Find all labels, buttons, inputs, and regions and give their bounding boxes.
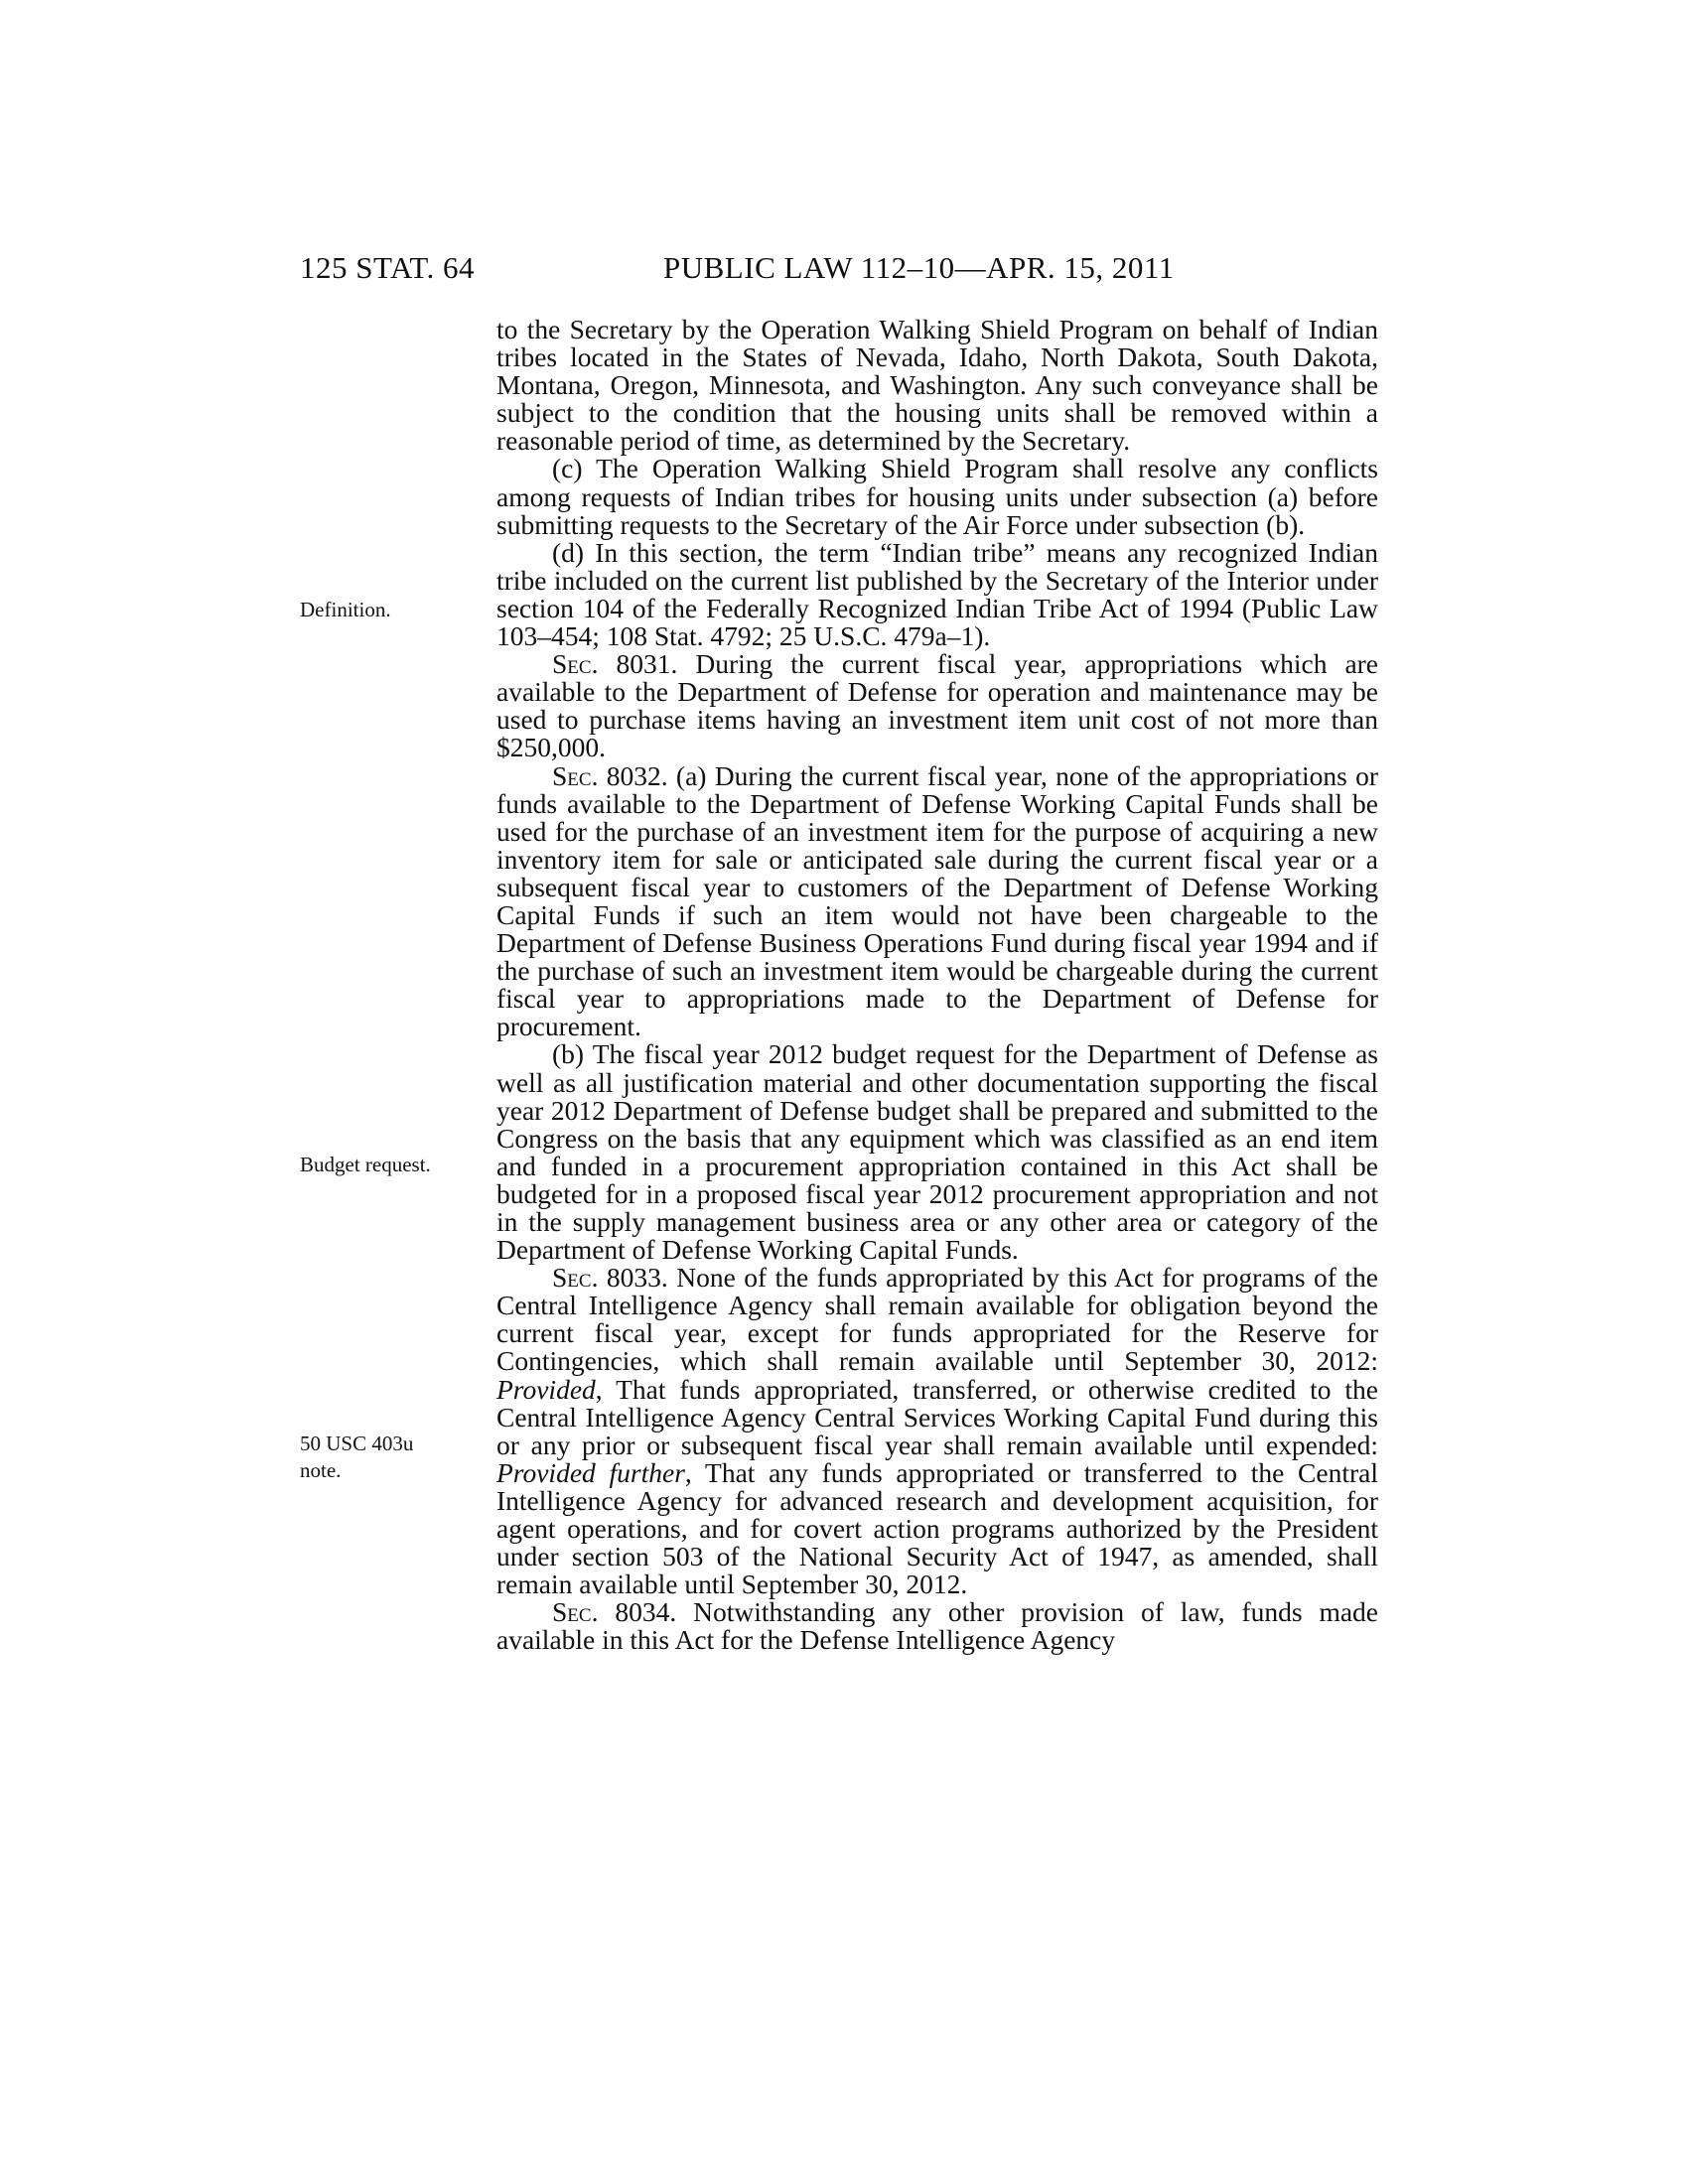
paragraph-conveyance-continued: to the Secretary by the Operation Walking Shield Program on behalf of Indian tribes located in the States of Nevada, Idaho, North Dakota, South Dakota, Montana, Oregon, Minnesota, and Washington. Any such conveyance shall be subject to the condition that the housing units shall be removed within a reasonable period of time, as determined by the Secretary. xyxy=(496,314,1378,457)
statute-body-text xyxy=(496,316,1378,1655)
margin-note-usc-citation xyxy=(300,1431,469,1484)
paragraph-subsection-c: (c) The Operation Walking Shield Program shall resolve any conflicts among requests of Indian tribes for housing units under subsection (a) before submitting requests to the Secretary of the Air Force under subsection (b). xyxy=(496,453,1378,540)
paragraph-sec-8033 xyxy=(496,1264,1378,1598)
paragraph-sec-8032-b: (b) The fiscal year 2012 budget request for the Department of Defense as well as all justification material and other documentation supporting the fiscal year 2012 Department of Defense budget shall be prepared and submitted to the Congress on the basis that any equipment which was classified as an end item and funded in a procurement appropriation contained in this Act shall be budgeted for in a proposed fiscal year 2012 procurement appropriation and not in the supply management business area or any other area or category of the Department of Defense Working Capital Funds. xyxy=(496,1038,1378,1266)
sec-number: 8034. xyxy=(615,1596,677,1628)
sec-label: Sec. xyxy=(552,759,599,791)
sec-8034-text: Notwithstanding any other provision of law, funds made available in this Act for the Defense Intelligence Agency xyxy=(496,1596,1378,1656)
margin-note-budget-request: Budget request. xyxy=(300,1153,431,1176)
sec-number: 8032. xyxy=(606,759,668,791)
usc-citation-note: note. xyxy=(300,1458,342,1482)
sec-8033-text-b: , That funds appropriated, transferred, or otherwise credited to the Central Intelligence Agency Central Services Working Capital Fund during this or any prior or subsequent fiscal year shall remain available until expended: xyxy=(496,1373,1378,1460)
sec-number: 8031. xyxy=(616,648,678,680)
statute-page-number: 125 STAT. 64 xyxy=(300,250,476,285)
sec-8033-text-a: None of the funds appropriated by this Act for programs of the Central Intelligence Agency shall remain available for obligation beyond the current fiscal year, except for funds appropriated for the Reserve for Contingencies, which shall remain available until September 30, 2012: xyxy=(496,1262,1378,1377)
paragraph-sec-8032-a xyxy=(496,759,1379,1042)
sec-label: Sec. xyxy=(552,648,599,680)
sec-label: Sec. xyxy=(552,1262,599,1294)
sec-8033-text-c: , That any funds appropriated or transferred to the Central Intelligence Agency for advanced research and development acquisition, for agent operations, and for covert action programs authorized by the President under section 503 of the National Security Act of 1947, as amended, shall remain available until September 30, 2012. xyxy=(496,1456,1378,1600)
sec-8031-text: During the current fiscal year, appropriations which are available to the Department of Defense for operation and maintenance may be used to purchase items having an investment item unit cost of not more than $250,000. xyxy=(496,648,1379,763)
sec-number: 8033. xyxy=(606,1262,668,1294)
paragraph-sec-8031 xyxy=(496,650,1378,761)
sec-label: Sec. xyxy=(552,1596,599,1628)
usc-citation-line: 50 USC 403u xyxy=(300,1432,414,1455)
paragraph-sec-8034 xyxy=(496,1598,1378,1654)
sec-8032-a-text: (a) During the current fiscal year, none of the appropriations or funds available to the Department of Defense Working Capital Funds shall be used for the purchase of an investment item for the purpose of acquiring a new inventory item for sale or anticipated sale during the current fiscal year or a subsequent fiscal year to customers of the Department of Defense Working Capital Funds if such an item would not have been chargeable to the Department of Defense Business Operations Fund during fiscal year 1994 and if the purchase of such an investment item would be chargeable during the current fiscal year to appropriations made to the Department of Defense for procurement. xyxy=(496,759,1379,1042)
paragraph-subsection-d: (d) In this section, the term “Indian tribe” means any recognized Indian tribe included on the current list published by the Secretary of the Interior under section 104 of the Federally Recognized Indian Tribe Act of 1994 (Public Law 103–454; 108 Stat. 4792; 25 U.S.C. 479a–1). xyxy=(496,536,1378,652)
margin-note-definition: Definition. xyxy=(300,598,391,621)
running-head-title: PUBLIC LAW 112–10—APR. 15, 2011 xyxy=(663,250,1175,285)
provided-further-proviso: Provided further xyxy=(496,1456,685,1488)
provided-proviso: Provided xyxy=(496,1373,596,1405)
